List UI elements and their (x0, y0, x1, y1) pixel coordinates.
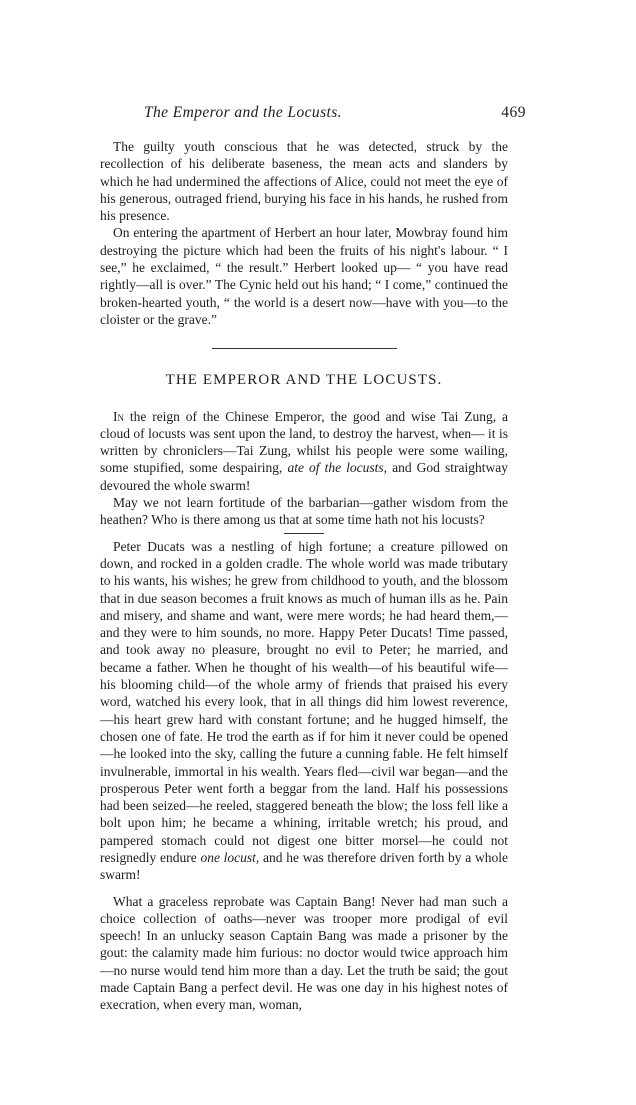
tai-zung-italic: ate of the locusts, (287, 460, 388, 476)
drop-word: In (113, 408, 124, 424)
section-title: THE EMPEROR AND THE LOCUSTS. (165, 372, 443, 389)
section-divider (212, 348, 397, 349)
page-number: 469 (501, 104, 526, 121)
running-title: The Emperor and the Locusts. (144, 104, 342, 121)
tai-zung-text-b: and God straightway devoured the whole swarm! (100, 460, 508, 493)
paragraph-tai-zung (100, 408, 508, 494)
short-divider (284, 533, 324, 534)
paragraph-captain-bang: What a graceless reprobate was Captain Bang! Never had man such a choice collection of oaths—never was trooper more prodigal of evil speech! In an unlucky season Captain Bang was made a prisoner by the gout: the calamity made him furious: no doctor would twice approach him—no nurse would tend him more than a day. Let the truth be said; the gout made Captain Bang a perfect devil. He was one day in his highest notes of execration, when every man, woman, (100, 893, 508, 1013)
paragraph-fortitude: May we not learn fortitude of the barbarian—gather wisdom from the heathen? Who is there among us that at some time hath not his locusts? (100, 495, 508, 528)
peter-ducats-italic: one locust, (200, 849, 260, 865)
paragraph-guilty-youth: The guilty youth conscious that he was detected, struck by the recollection of his deliberate baseness, the mean acts and slanders by which he had undermined the affections of Alice, could not meet the eye of his generous, outraged friend, burying his face in his hands, he rushed from his presence. (100, 139, 508, 224)
peter-ducats-text-a: Peter Ducats was a nestling of high fortune; a creature pillowed on down, and rocked in a golden cradle. The whole world was made tributary to his wants, his wishes; he grew from childhood to youth, and the blossom that in due season becomes a fruit knows as much of human ills as he. Pain and misery, and shame and want, were mere words; he had heard them,—and they were to him sounds, no more. Happy Peter Ducats! Time passed, and took away no pleasure, brought no evil to Peter; he married, and became a father. When he thought of his wealth—of his beautiful wife—his blooming child—of the whole army of friends that praised his every word, watched his every look, that in all things did him lowest reverence,—his heart grew hard with constant fortune; and he hugged himself, the chosen one of fate. He trod the earth as if for him it never could be opened—he looked into the sky, calling the future a cunning fable. He felt himself invulnerable, immortal in his wealth. Years fled—civil war began—and the prosperous Peter went forth a beggar from the land. Half his possessions had been seized—he reeled, staggered beneath the blow; the loss fell like a bolt upon him; he became a whining, irritable wretch; his proud, and pampered stomach could not digest one bitter morsel—he could not resignedly endure (100, 538, 508, 865)
paragraph-herbert-mowbray: On entering the apartment of Herbert an hour later, Mowbray found him destroying the picture which had been the fruits of his night's labour. “ I see,” he exclaimed, “ the result.” Herbert looked up— “ you have read rightly—all is over.” The Cynic held out his hand; “ I come,” continued the broken-hearted youth, “ the world is a desert now—have with you—to the cloister or the grave.” (100, 225, 508, 327)
body-text (100, 138, 508, 1014)
paragraph-peter-ducats (100, 538, 508, 884)
tai-zung-text-a: the reign of the Chinese Emperor, the good and wise Tai Zung, a cloud of locusts was sent upon the land, to destroy the harvest, when— it is written by chroniclers—Tai Zung, whilst his people were some wailing, some stupified, some despairing, (100, 408, 508, 476)
peter-ducats-text-b: and he was therefore driven forth by a whole swarm! (100, 849, 509, 883)
